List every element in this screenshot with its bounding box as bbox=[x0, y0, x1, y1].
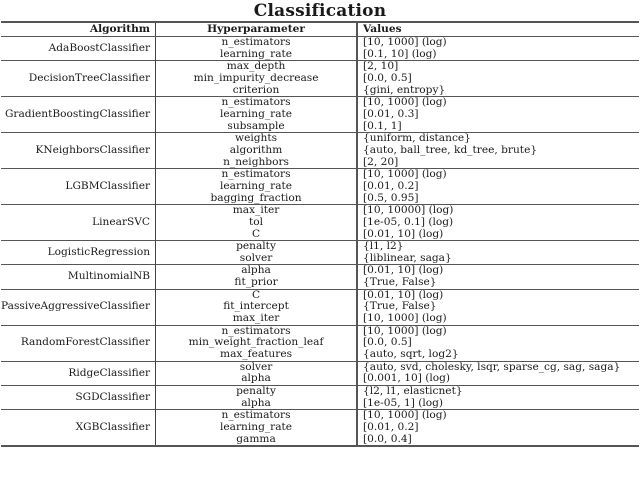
algorithm-name: KNeighborsClassifier bbox=[1, 133, 156, 169]
algorithm-name: PassiveAggressiveClassifier bbox=[1, 289, 156, 325]
hyperparameter-values: {l2, l1, elasticnet} bbox=[363, 385, 463, 398]
hyperparameter-name: n_neighbors bbox=[156, 157, 358, 169]
hyperparameter-values: [1e-05, 0.1] (log) bbox=[363, 215, 454, 228]
hyperparameter-values: {uniform, distance} bbox=[363, 132, 471, 145]
hyperparameter-values: [0.1, 10] (log) bbox=[363, 47, 437, 60]
algorithm-group bbox=[1, 61, 639, 97]
algorithm-group bbox=[1, 410, 639, 446]
table-row bbox=[1, 205, 639, 217]
hyperparameter-values: [1e-05, 1] (log) bbox=[363, 396, 444, 409]
hyperparameter-values: [10, 1000] (log) bbox=[363, 168, 447, 181]
algorithm-group bbox=[1, 37, 639, 61]
hyperparameter-name: penalty bbox=[156, 241, 358, 253]
algorithm-group bbox=[1, 97, 639, 133]
hyperparameter-name: solver bbox=[156, 361, 358, 373]
table-row bbox=[1, 97, 639, 109]
hyperparameter-values: [10, 1000] (log) bbox=[363, 409, 447, 422]
hyperparameter-name: subsample bbox=[156, 121, 358, 133]
algorithm-group bbox=[1, 265, 639, 289]
table-row bbox=[1, 265, 639, 277]
hyperparameter-name: learning_rate bbox=[156, 422, 358, 434]
hyperparameter-values: [0.01, 10] (log) bbox=[363, 288, 444, 301]
algorithm-name: LogisticRegression bbox=[1, 241, 156, 265]
hyperparameter-name: n_estimators bbox=[156, 410, 358, 422]
hyperparameter-values: [10, 1000] (log) bbox=[363, 96, 447, 109]
algorithm-name: RandomForestClassifier bbox=[1, 325, 156, 361]
header-row bbox=[1, 22, 639, 37]
algorithm-group bbox=[1, 169, 639, 205]
hyperparameter-values: [0.01, 0.2] bbox=[363, 179, 419, 192]
hyperparameter-name: bagging_fraction bbox=[156, 193, 358, 205]
hyperparameter-name: weights bbox=[156, 133, 358, 145]
column-header-values: Values bbox=[357, 22, 639, 37]
table-row bbox=[1, 386, 639, 398]
column-header-hyperparameter: Hyperparameter bbox=[156, 22, 358, 37]
hyperparameter-name: C bbox=[156, 229, 358, 241]
algorithm-group bbox=[1, 133, 639, 169]
hyperparameter-name: C bbox=[156, 289, 358, 301]
hyperparameter-values: [10, 1000] (log) bbox=[363, 324, 447, 337]
hyperparameter-values: {liblinear, saga} bbox=[363, 251, 452, 264]
hyperparameter-name: max_depth bbox=[156, 61, 358, 73]
algorithm-name: LinearSVC bbox=[1, 205, 156, 241]
table-row bbox=[1, 169, 639, 181]
hyperparameter-values: [0.0, 0.5] bbox=[363, 336, 412, 349]
hyperparameter-values: [10, 1000] (log) bbox=[363, 36, 447, 48]
hyperparameter-name: min_weight_fraction_leaf bbox=[156, 337, 358, 349]
table-row bbox=[1, 410, 639, 422]
algorithm-name: SGDClassifier bbox=[1, 386, 156, 410]
hyperparameter-name: criterion bbox=[156, 85, 358, 97]
table-row bbox=[1, 241, 639, 253]
hyperparameter-name: max_iter bbox=[156, 205, 358, 217]
hyperparameter-values: [0.0, 0.5] bbox=[363, 71, 412, 84]
table-row bbox=[1, 289, 639, 301]
hyperparameter-name: alpha bbox=[156, 398, 358, 410]
algorithm-name: DecisionTreeClassifier bbox=[1, 61, 156, 97]
algorithm-name: AdaBoostClassifier bbox=[1, 37, 156, 61]
algorithm-name: MultinomialNB bbox=[1, 265, 156, 289]
hyperparameter-name: tol bbox=[156, 217, 358, 229]
algorithm-name: XGBClassifier bbox=[1, 410, 156, 446]
hyperparameter-name: n_estimators bbox=[156, 169, 358, 181]
hyperparameter-values: {auto, sqrt, log2} bbox=[363, 348, 459, 361]
hyperparameter-table bbox=[1, 21, 639, 447]
table-title: Classification bbox=[253, 1, 387, 21]
hyperparameter-name: fit_prior bbox=[156, 277, 358, 289]
hyperparameter-values: [0.0, 0.4] bbox=[363, 432, 412, 445]
hyperparameter-values: [0.1, 1] bbox=[363, 119, 402, 132]
hyperparameter-values: [10, 10000] (log) bbox=[363, 204, 454, 217]
table-row bbox=[1, 361, 639, 373]
hyperparameter-name: algorithm bbox=[156, 145, 358, 157]
algorithm-name: LGBMClassifier bbox=[1, 169, 156, 205]
algorithm-group bbox=[1, 205, 639, 241]
hyperparameter-name: max_features bbox=[156, 349, 358, 361]
algorithm-group bbox=[1, 386, 639, 410]
hyperparameter-name: learning_rate bbox=[156, 109, 358, 121]
algorithm-name: GradientBoostingClassifier bbox=[1, 97, 156, 133]
hyperparameter-values: {l1, l2} bbox=[363, 240, 404, 253]
hyperparameter-values: [2, 20] bbox=[363, 155, 399, 168]
hyperparameter-values: {True, False} bbox=[363, 276, 437, 289]
hyperparameter-name: n_estimators bbox=[156, 97, 358, 109]
algorithm-name: RidgeClassifier bbox=[1, 361, 156, 385]
hyperparameter-name: alpha bbox=[156, 265, 358, 277]
hyperparameter-values: {gini, entropy} bbox=[363, 83, 446, 96]
hyperparameter-values: [10, 1000] (log) bbox=[363, 312, 447, 325]
hyperparameter-name: max_iter bbox=[156, 313, 358, 325]
hyperparameter-name: n_estimators bbox=[156, 325, 358, 337]
algorithm-group bbox=[1, 361, 639, 385]
hyperparameter-name: learning_rate bbox=[156, 181, 358, 193]
table-row bbox=[1, 133, 639, 145]
hyperparameter-name: penalty bbox=[156, 386, 358, 398]
algorithm-group bbox=[1, 289, 639, 325]
hyperparameter-name: fit_intercept bbox=[156, 301, 358, 313]
algorithm-group bbox=[1, 241, 639, 265]
hyperparameter-name: alpha bbox=[156, 373, 358, 385]
hyperparameter-values: [0.01, 10] (log) bbox=[363, 227, 444, 240]
column-header-algorithm: Algorithm bbox=[1, 22, 156, 37]
hyperparameter-values: {auto, ball_tree, kd_tree, brute} bbox=[363, 143, 538, 156]
hyperparameter-name: solver bbox=[156, 253, 358, 265]
hyperparameter-values: [0.01, 0.3] bbox=[363, 107, 419, 120]
hyperparameter-values: {True, False} bbox=[363, 300, 437, 313]
algorithm-group bbox=[1, 325, 639, 361]
hyperparameter-name: gamma bbox=[156, 434, 358, 447]
hyperparameter-name: min_impurity_decrease bbox=[156, 73, 358, 85]
table-row bbox=[1, 37, 639, 49]
hyperparameter-values: [0.5, 0.95] bbox=[363, 191, 419, 204]
hyperparameter-values: [2, 10] bbox=[363, 60, 399, 73]
hyperparameter-values: [0.01, 10] (log) bbox=[363, 264, 444, 277]
hyperparameter-name: learning_rate bbox=[156, 49, 358, 61]
hyperparameter-values: [0.001, 10] (log) bbox=[363, 372, 451, 385]
table-row bbox=[1, 61, 639, 73]
hyperparameter-values: {auto, svd, cholesky, lsqr, sparse_cg, sag, saga} bbox=[363, 360, 621, 373]
hyperparameter-values: [0.01, 0.2] bbox=[363, 421, 419, 433]
hyperparameter-name: n_estimators bbox=[156, 37, 358, 49]
